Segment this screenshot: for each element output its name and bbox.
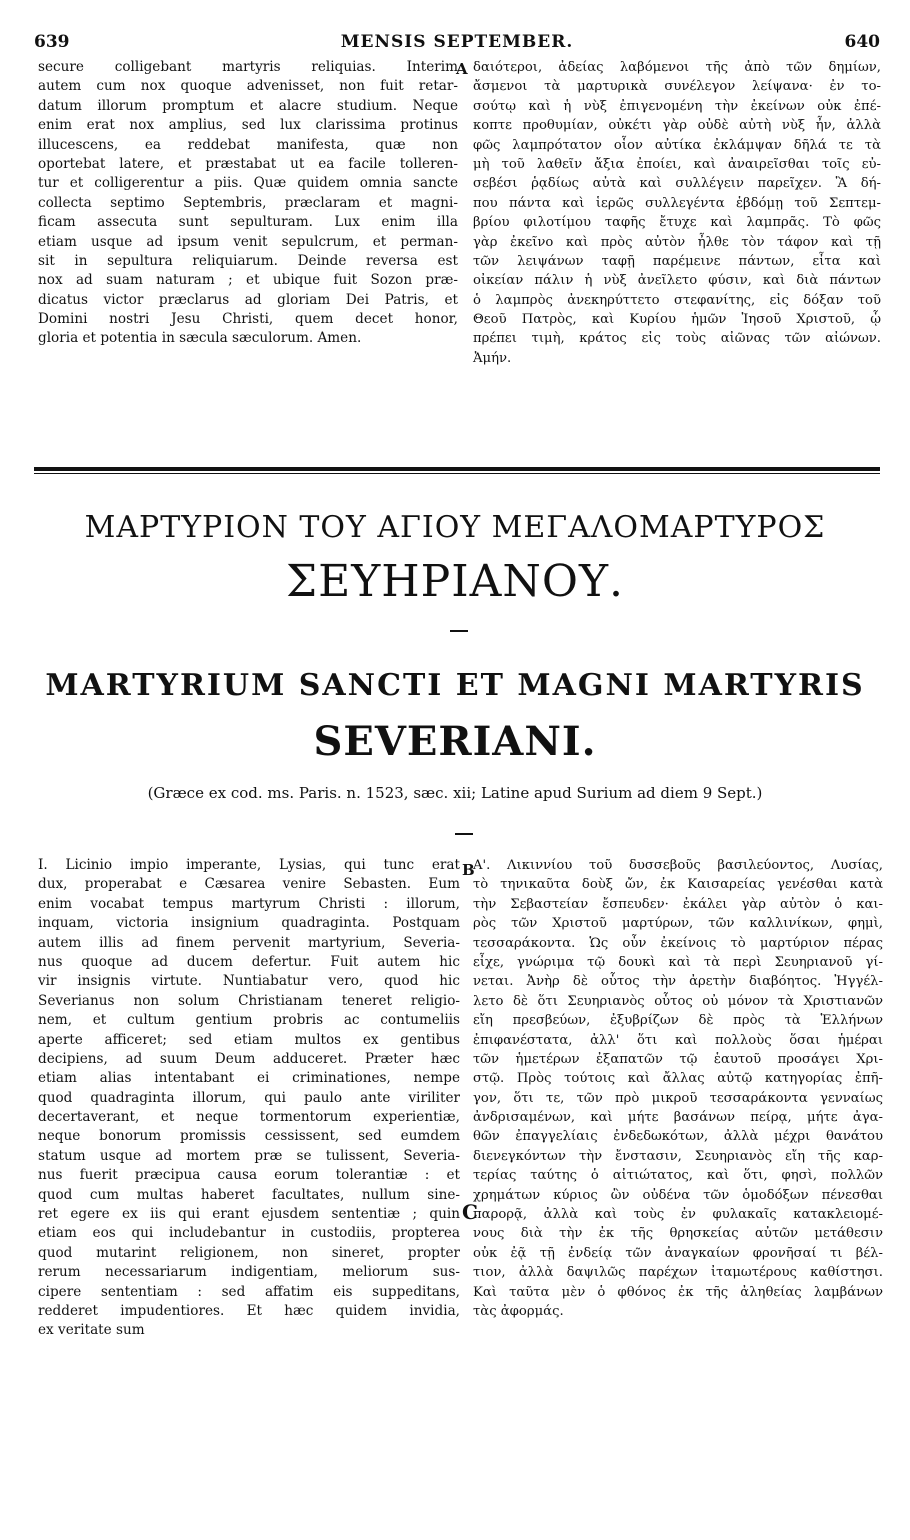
text-line: τὴν Σεβαστείαν ἔσπευδεν· ἐκάλει γὰρ αὐτὸν ὁ και- [473, 896, 883, 912]
text-line: τὰς ἀφορμάς. [473, 1303, 564, 1319]
text-line: μὴ τοῦ λαθεῖν ἄξια ἐποίει, καὶ ἀναιρεῖσθαι τοῖς εὐ- [473, 156, 881, 172]
greek-column-top [473, 58, 881, 368]
text-line: Domini nostri Jesu Christi, quem decet honor, [38, 311, 458, 328]
text-line: τεσσαράκοντα. Ὡς οὖν ἐκείνοις τὸ μαρτύριον πέρας [473, 935, 883, 951]
text-line: γὰρ ἐκεῖνο καὶ πρὸς αὐτὸν ἦλθε τὸν τάφον καὶ τῇ [473, 234, 881, 250]
text-line: πρέπει τιμὴ, κράτος εἰς τοὺς αἰῶνας τῶν αἰώνων. [473, 331, 881, 347]
text-line: ficam assecuta sunt sepulturam. Lux enim illa [38, 214, 458, 231]
text-line: quod mutarint religionem, non sineret, propter [38, 1244, 460, 1261]
text-line: ρὸς τῶν Χριστοῦ μαρτύρων, τῶν καλλινίκων, φημὶ, [473, 916, 883, 932]
text-line: τὸ τηνικαῦτα δοὺξ ὤν, ἐκ Καισαρείας γενέσθαι κατὰ [473, 877, 883, 893]
source-note: (Græce ex cod. ms. Paris. n. 1523, sæc. xii; Latine apud Surium ad diem 9 Sept.) [147, 784, 763, 802]
margin-mark-c: C [462, 1200, 478, 1224]
greek-title-line2: ΣΕΥΗΡΙΑΝΟΥ. [285, 556, 624, 607]
text-line: quod quadraginta illorum, qui paulo ante viriliter [38, 1089, 460, 1106]
latin-column-bottom [38, 856, 460, 1341]
text-line: νους διὰ τὴν ἐκ τῆς θρησκείας αὐτῶν μετάθεσιν [473, 1226, 883, 1242]
latin-title-line1: MARTYRIUM SANCTI ET MAGNI MARTYRIS [45, 668, 865, 703]
title-dash-2 [455, 833, 473, 835]
text-line: nem, et cultum gentium probris ac contumeliis [38, 1012, 460, 1029]
text-line: θῶν ἐπαγγελίαις ἐνδεδωκότων, ἀλλὰ μέχρι θανάτου [473, 1129, 883, 1145]
text-line: aperte afficeret; sed etiam multos ex gentibus [38, 1031, 460, 1048]
text-line: decipiens, ad suum Deum adduceret. Præter hæc [38, 1050, 460, 1067]
text-line: νεται. Ἀνὴρ δὲ οὗτος τὴν ἀρετὴν διαβόητος. Ἠγγέλ- [473, 974, 883, 990]
text-line: oportebat latere, et præstabat ut ea facile tolleren- [38, 155, 458, 172]
text-line: στῷ. Πρὸς τούτοις καὶ ἄλλας αὐτῷ κατηγορίας ἐπῆ- [473, 1071, 883, 1087]
text-line: τιον, ἀλλὰ δαψιλῶς παρέχων ἰταμωτέρους καθίστησι. [473, 1265, 883, 1281]
text-line: gloria et potentia in sæcula sæculorum. Amen. [38, 330, 362, 347]
margin-mark-a: A [456, 60, 468, 78]
text-line: neque bonorum promissis cessissent, sed eumdem [38, 1128, 460, 1145]
text-line: εἶχε, γνώριμα τῷ δουκὶ καὶ τὰ περὶ Σευηριανοῦ γί- [473, 954, 883, 970]
title-dash-1 [450, 630, 468, 632]
text-line: τερίας ταύτης ὁ αἰτιώτατος, καὶ ὅτι, φησὶ, πολλῶν [473, 1168, 883, 1184]
text-line: decertaverant, et neque tormentorum experientiæ, [38, 1109, 460, 1126]
page-number-right: 640 [844, 32, 880, 52]
section-rule-thin [34, 473, 880, 474]
text-line: datum illorum promptum et alacre studium. Neque [38, 97, 458, 114]
text-line: secure colligebant martyris reliquias. Interim [38, 59, 458, 75]
text-line: Καὶ ταῦτα μὲν ὁ φθόνος ἐκ τῆς ἀληθείας λαμβάνων [473, 1284, 883, 1300]
text-line: quod cum multas haberet facultates, nullum sine- [38, 1186, 460, 1203]
text-line: ret egere ex iis qui erant ejusdem sententiæ ; quin [38, 1206, 460, 1223]
text-line: illucescens, ea reddebat manifesta, quæ non [38, 136, 458, 153]
text-line: I. Licinio impio imperante, Lysias, qui tunc erat [38, 857, 460, 873]
text-line: παρορᾷ, ἀλλὰ καὶ τοὺς ἐν φυλακαῖς κατακλειομέ- [473, 1207, 883, 1223]
text-line: nus fuerit præcipua causa eorum tolerantiæ : et [38, 1167, 460, 1184]
text-line: etiam usque ad ipsum venit sepulcrum, et perman- [38, 233, 458, 250]
greek-title-line1: ΜΑΡΤΥΡΙΟΝ ΤΟΥ ΑΓΙΟΥ ΜΕΓΑΛΟΜΑΡΤΥΡΟΣ [84, 510, 826, 545]
text-line: φῶς λαμπρότατον οἷον αὐτίκα ἐκλάμψαν δῆλά τε τὰ [473, 137, 881, 153]
section-rule-thick [34, 467, 880, 471]
latin-column-top [38, 58, 458, 349]
text-line: σεβέσι ῥᾳδίως αὐτὰ καὶ συλλέγειν παρεῖχεν. Ἃ δή- [473, 176, 881, 192]
text-line: που πάντα καὶ ἱερῶς συλλεγέντα ἑβδόμῃ τοῦ Σεπτεμ- [473, 195, 881, 211]
text-line: inquam, victoria insignium quadraginta. Postquam [38, 915, 460, 932]
text-line: redderet impudentiores. Et hæc quidem invidia, [38, 1302, 460, 1319]
text-line: χρημάτων κύριος ὢν οὐδένα τῶν ὁμοδόξων πένεσθαι [473, 1187, 883, 1203]
text-line: σούτῳ καὶ ἡ νὺξ ἐπιγενομένη τὴν ἐκείνων οὐκ ἐπέ- [473, 98, 881, 114]
text-line: sit in sepultura reliquiarum. Deinde reversa est [38, 252, 458, 269]
text-line: οἰκείαν πάλιν ἡ νὺξ ἀνεῖλετο φύσιν, καὶ διὰ πάντων [473, 273, 881, 289]
latin-title-line2: SEVERIANI. [313, 718, 597, 765]
running-title: MENSIS SEPTEMBER. [340, 32, 574, 52]
text-line: ex veritate sum [38, 1322, 145, 1339]
text-line: rerum necessariarum indigentiam, meliorum sus- [38, 1264, 460, 1281]
text-line: enim vocabat tempus martyrum Christi : illorum, [38, 895, 460, 912]
text-line: τῶν ἡμετέρων ἐξαπατῶν τῷ ἑαυτοῦ προσάγει Χρι- [473, 1051, 883, 1067]
text-line: διενεγκόντων τὴν ἔνστασιν, Σευηριανὸς εἴη τῆς καρ- [473, 1148, 883, 1164]
text-line: dux, properabat e Cæsarea venire Sebasten. Eum [38, 876, 460, 893]
text-line: Θεοῦ Πατρὸς, καὶ Κυρίου ἡμῶν Ἰησοῦ Χριστοῦ, ᾧ [473, 312, 881, 328]
text-line: etiam eos qui includebantur in custodiis, propterea [38, 1225, 460, 1242]
greek-column-bottom [473, 856, 883, 1321]
text-line: τῶν λειψάνων ταφῇ παρέμεινε πάντων, εἶτα καὶ [473, 253, 881, 269]
text-line: ὁ λαμπρὸς ἀνεκηρύττετο στεφανίτης, εἰς δόξαν τοῦ [473, 292, 881, 308]
text-line: οὐκ ἐᾷ τῇ ἐνδείᾳ τῶν ἀναγκαίων φρονῆσαί τι βέλ- [473, 1245, 883, 1261]
text-line: γον, ὅτι τε, τῶν πρὸ μικροῦ τεσσαράκοντα γενναίως [473, 1090, 883, 1106]
text-line: ἀνδρισαμένων, καὶ μήτε βασάνων πείρᾳ, μήτε ἀγα- [473, 1110, 883, 1126]
text-line: δαιότεροι, ἀδείας λαβόμενοι τῆς ἀπὸ τῶν δημίων, [473, 60, 881, 75]
text-line: Ἀμήν. [473, 350, 512, 366]
page-number-left: 639 [34, 32, 70, 52]
running-head [34, 30, 880, 56]
text-line: autem cum nox quoque advenisset, non fuit retar- [38, 78, 458, 95]
text-line: Α'. Λικιννίου τοῦ δυσσεβοῦς βασιλεύοντος, Λυσίας, [473, 858, 883, 873]
text-line: enim erat nox amplius, sed lux clarissima protinus [38, 117, 458, 134]
text-line: εἴη πρεσβεύων, ἐξυβρίζων δὲ πρὸς τὰ Ἑλλήνων [473, 1013, 883, 1029]
text-line: dicatus victor præclarus ad gloriam Dei Patris, et [38, 291, 458, 308]
text-line: ἐπιφανέστατα, ἀλλ' ὅτι καὶ πολλοὺς ὅσαι ἡμέραι [473, 1032, 883, 1048]
text-line: λετο δὲ ὅτι Σευηριανὸς οὗτος οὐ μόνον τὰ Χριστιανῶν [473, 993, 883, 1009]
text-line: etiam alias intentabant ei criminationes, nempe [38, 1070, 460, 1087]
text-line: κοπτε προθυμίαν, οὐκέτι γὰρ οὐδὲ αὐτὴ νὺξ ἦν, ἀλλὰ [473, 118, 881, 134]
text-line: cipere sententiam : sed affatim eis suppeditans, [38, 1283, 460, 1300]
text-line: nox ad suam naturam ; et ubique fuit Sozon præ- [38, 272, 458, 289]
text-line: vir insignis virtute. Nuntiabatur vero, quod hic [38, 973, 460, 990]
text-line: βρίου φιλοτίμου ταφῆς ἔτυχε καὶ λαμπρᾶς. Τὸ φῶς [473, 215, 881, 231]
text-line: Severianus non solum Christianam teneret religio- [38, 992, 460, 1009]
text-line: statum usque ad mortem præ se tulissent, Severia- [38, 1147, 460, 1164]
text-line: nus quoque ad ducem defertur. Fuit autem hic [38, 953, 460, 970]
text-line: autem illis ad finem pervenit martyrium, Severia- [38, 934, 460, 951]
text-line: tur et colligerentur a piis. Quæ quidem omnia sancte [38, 175, 458, 192]
margin-mark-b: B [462, 861, 475, 879]
text-line: collecta septimo Septembris, præclaram et magni- [38, 194, 458, 211]
text-line: ἄσμενοι τὰ μαρτυρικὰ συνέλεγον λείψανα· ἐν το- [473, 79, 881, 95]
